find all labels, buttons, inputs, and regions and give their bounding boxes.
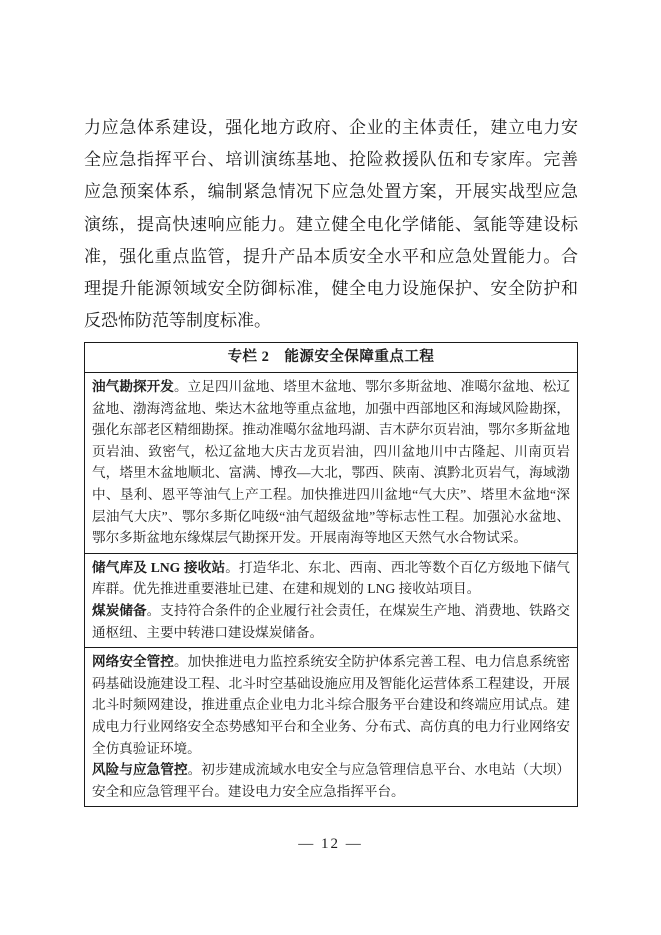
body-line: 理提升能源领域安全防御标准，健全电力设施保护、安全防护和 — [84, 279, 578, 299]
callout-item-gas-storage-lng — [92, 557, 570, 600]
callout-item-risk-emergency — [92, 759, 570, 802]
item-text: 。加快推进电力监控系统安全防护体系完善工程、电力信息系统密码基础设施建设工程、北斗时空基础设施应用及智能化运营体系工程建设，开展北斗时频网建设，推进重点企业电力北斗综合服务平台建设和终端应用试点。建成电力行业网络安全态势感知平台和全业务、分布式、高仿真的电力行业网络安全仿真验证环境。 — [92, 654, 571, 756]
item-label: 储气库及 LNG 接收站 — [92, 559, 226, 575]
callout-item-cyber-security — [92, 651, 570, 759]
callout-item-coal-reserve — [92, 600, 570, 643]
item-text: 。打造华北、东北、西南、西北等数个百亿方级地下储气库群。优先推进重要港址已建、在建和规划的 LNG 接收站项目。 — [92, 559, 570, 597]
callout-box-title: 专栏 2 能源安全保障重点工程 — [85, 343, 577, 373]
item-label: 风险与应急管控 — [92, 762, 188, 778]
item-text: 。初步建成流域水电安全与应急管理信息平台、水电站（大坝）安全和应急管理平台。建设电力安全应急指挥平台。 — [92, 762, 571, 799]
callout-row-oil-gas-exploration — [85, 373, 577, 553]
item-label: 油气勘探开发 — [92, 379, 174, 394]
body-line: 反恐怖防范等制度标准。 — [84, 311, 271, 331]
body-line: 全应急指挥平台、培训演练基地、抢险救援队伍和专家库。完善 — [84, 150, 578, 170]
item-text: 。立足四川盆地、塔里木盆地、鄂尔多斯盆地、准噶尔盆地、松辽盆地、渤海湾盆地、柴达木盆地等重点盆地，加强中西部地区和海域风险勘探，强化东部老区精细勘探。推动准噶尔盆地玛湖、吉木萨尔页岩油，鄂尔多斯盆地页岩油、致密气，松辽盆地大庆古龙页岩油，四川盆地川中古隆起、川南页岩气，塔里木盆地顺北、富满、博孜—大北，鄂西、陕南、滇黔北页岩气，海域渤中、垦利、恩平等油气上产工程。加快推进四川盆地“气大庆”、塔里木盆地“深层油气大庆”、鄂尔多斯亿吨级“油气超级盆地”等标志性工程。加强沁水盆地、鄂尔多斯盆地东缘煤层气勘探开发。开展南海等地区天然气水合物试采。 — [92, 379, 571, 546]
body-paragraph — [84, 112, 578, 337]
callout-item-oil-gas — [92, 376, 570, 549]
item-label: 网络安全管控 — [92, 654, 174, 670]
body-line: 应急预案体系，编制紧急情况下应急处置方案，开展实战型应急 — [84, 182, 578, 202]
item-label: 煤炭储备 — [92, 602, 147, 618]
body-line: 演练，提高快速响应能力。建立健全电化学储能、氢能等建设标 — [84, 214, 578, 234]
callout-box — [84, 342, 578, 807]
page-number: — 12 — — [298, 836, 363, 852]
body-line: 准，强化重点监管，提升产品本质安全水平和应急处置能力。合 — [84, 246, 578, 266]
item-text: 。支持符合条件的企业履行社会责任，在煤炭生产地、消费地、铁路交通枢纽、主要中转港口建设煤炭储备。 — [92, 602, 571, 640]
body-line: 力应急体系建设，强化地方政府、企业的主体责任，建立电力安 — [84, 118, 578, 137]
callout-row-storage-coal — [85, 553, 577, 647]
callout-row-cyber-risk — [85, 647, 577, 806]
